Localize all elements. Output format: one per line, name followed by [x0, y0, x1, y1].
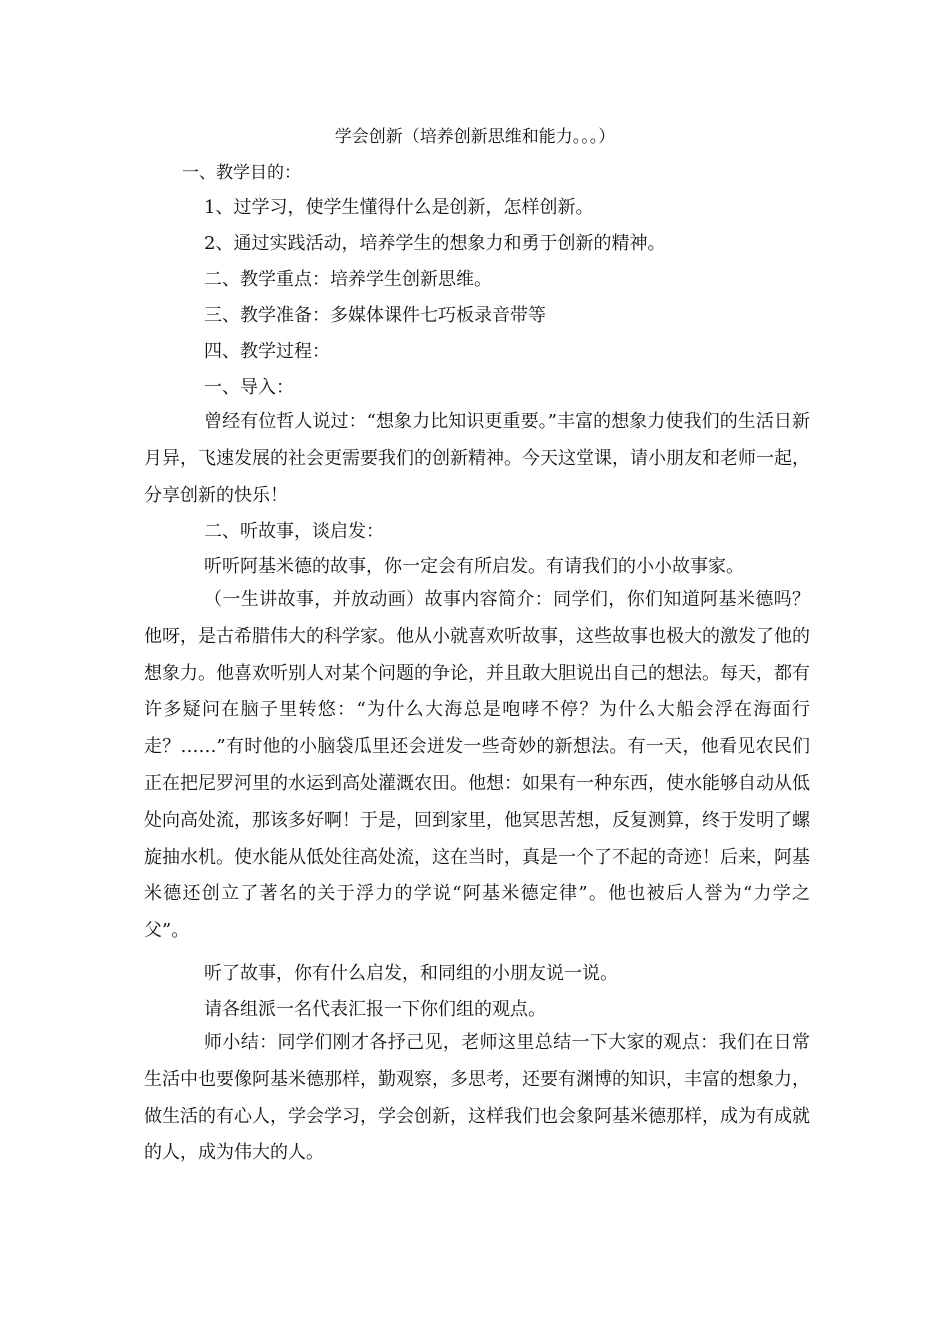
paragraph-report: 请各组派一名代表汇报一下你们组的观点。	[204, 999, 546, 1020]
goal-item-2: 2、通过实践活动，培养学生的想象力和勇于创新的精神。	[204, 233, 666, 254]
paragraph-discuss: 听了故事，你有什么启发，和同组的小朋友说一说。	[204, 963, 618, 984]
paragraph-story-intro: 听听阿基米德的故事，你一定会有所启发。有请我们的小小故事家。	[204, 556, 744, 577]
goal-item-1: 1、过学习，使学生懂得什么是创新，怎样创新。	[204, 197, 594, 218]
section-preparation: 三、教学准备：多媒体课件七巧板录音带等	[204, 305, 546, 326]
section-heading-goals: 一、教学目的：	[182, 163, 301, 183]
subheading-intro: 一、导入：	[204, 377, 294, 398]
paragraph-summary: 师小结：同学们刚才各抒己见，老师这里总结一下大家的观点：我们在日常生活中也要像阿基米德那样，勤观察，多思考，还要有渊博的知识，丰富的想象力，做生活的有心人，学会学习，学会创新，这样我们也会象阿基米德那样，成为有成就的人，成为伟大的人。	[144, 1032, 810, 1164]
subheading-story: 二、听故事，谈启发：	[204, 521, 384, 542]
section-key-point: 二、教学重点：培养学生创新思维。	[204, 269, 492, 290]
paragraph-intro: 曾经有位哲人说过：“想象力比知识更重要。”丰富的想象力使我们的生活日新月异，飞速发展的社会更需要我们的创新精神。今天这堂课，请小朋友和老师一起，分享创新的快乐！	[144, 411, 810, 506]
document-title: 学会创新（培养创新思维和能力。。。）	[334, 127, 616, 147]
section-process: 四、教学过程：	[204, 341, 330, 362]
paragraph-story: （一生讲故事，并放动画）故事内容简介：同学们，你们知道阿基米德吗？他呀，是古希腊伟大的科学家。他从小就喜欢听故事，这些故事也极大的激发了他的想象力。他喜欢听别人对某个问题的争论，并且敢大胆说出自己的想法。每天，都有许多疑问在脑子里转悠：“为什么大海总是咆哮不停？为什么大船会浮在海面行走？……”有时他的小脑袋瓜里还会迸发一些奇妙的新想法。有一天，他看见农民们正在把尼罗河里的水运到高处灌溉农田。他想：如果有一种东西，使水能够自动从低处向高处流，那该多好啊！于是，回到家里，他冥思苦想，反复测算，终于发明了螺旋抽水机。使水能从低处往高处流，这在当时，真是一个了不起的奇迹！后来，阿基米德还创立了著名的关于浮力的学说“阿基米德定律”。他也被后人誉为“力学之父”。	[144, 589, 810, 942]
